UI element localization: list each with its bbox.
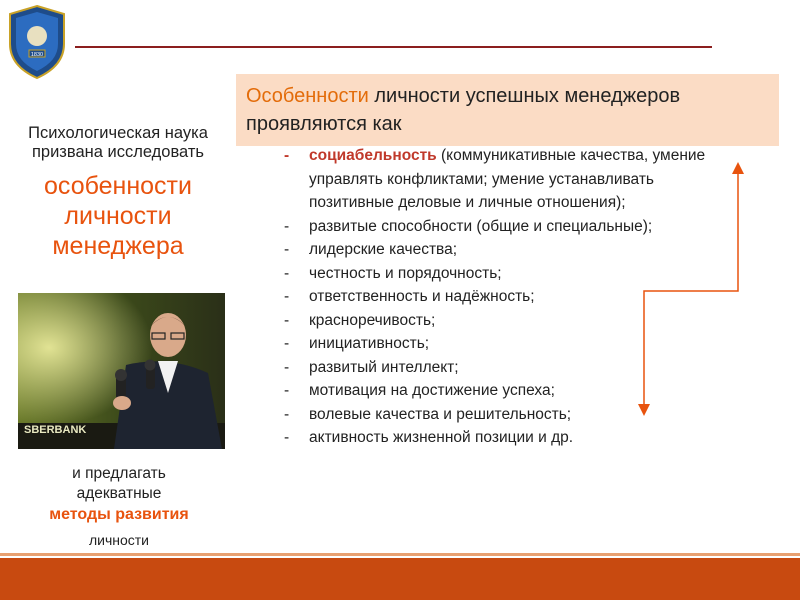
left-bottom-text xyxy=(30,464,208,550)
trait-item: - честность и порядочность; xyxy=(284,262,724,286)
footer-strip xyxy=(0,553,800,556)
heading-accent: Особенности xyxy=(246,85,369,107)
footer-bar xyxy=(0,558,800,600)
left-emphasis: особенности личности менеджера xyxy=(44,172,192,260)
heading-box xyxy=(236,74,779,146)
bottom-tail: личности xyxy=(88,532,150,548)
trait-item: - ответственность и надёжность; xyxy=(284,285,724,309)
trait-item: - лидерские качества; xyxy=(284,238,724,262)
speaker-photo xyxy=(18,293,225,449)
trait-item: - развитый интеллект; xyxy=(284,356,724,380)
trait-item: - развитые способности (общие и специальные); xyxy=(284,215,724,239)
trait-item: - инициативность; xyxy=(284,332,724,356)
bottom-emphasis: методы развития xyxy=(49,506,189,523)
trait-item: - мотивация на достижение успеха; xyxy=(284,379,724,403)
trait-item: - активность жизненной позиции и др. xyxy=(284,426,724,450)
university-crest-icon xyxy=(6,4,68,80)
left-intro: Психологическая наука призвана исследовать xyxy=(28,124,208,161)
logo-year: 1830 xyxy=(30,52,44,58)
trait-item: - волевые качества и решительность; xyxy=(284,403,724,427)
trait-item: - красноречивость; xyxy=(284,309,724,333)
double-headed-arrow-icon xyxy=(636,160,746,420)
photo-banner-text: SBERBANK xyxy=(24,424,87,436)
heading-rest: личности успешных менеджеров проявляются как xyxy=(246,85,681,135)
left-text-block xyxy=(20,124,216,294)
header-divider xyxy=(75,46,712,48)
slide-heading xyxy=(246,82,766,138)
trait-first-strong: социабельность xyxy=(309,147,437,164)
bottom-intro: и предлагать адекватные xyxy=(72,465,166,502)
trait-first-rest: (коммуникативные качества, умение управлять конфликтами; умение устанавливать позитивные деловые и личные отношения); xyxy=(309,147,706,211)
